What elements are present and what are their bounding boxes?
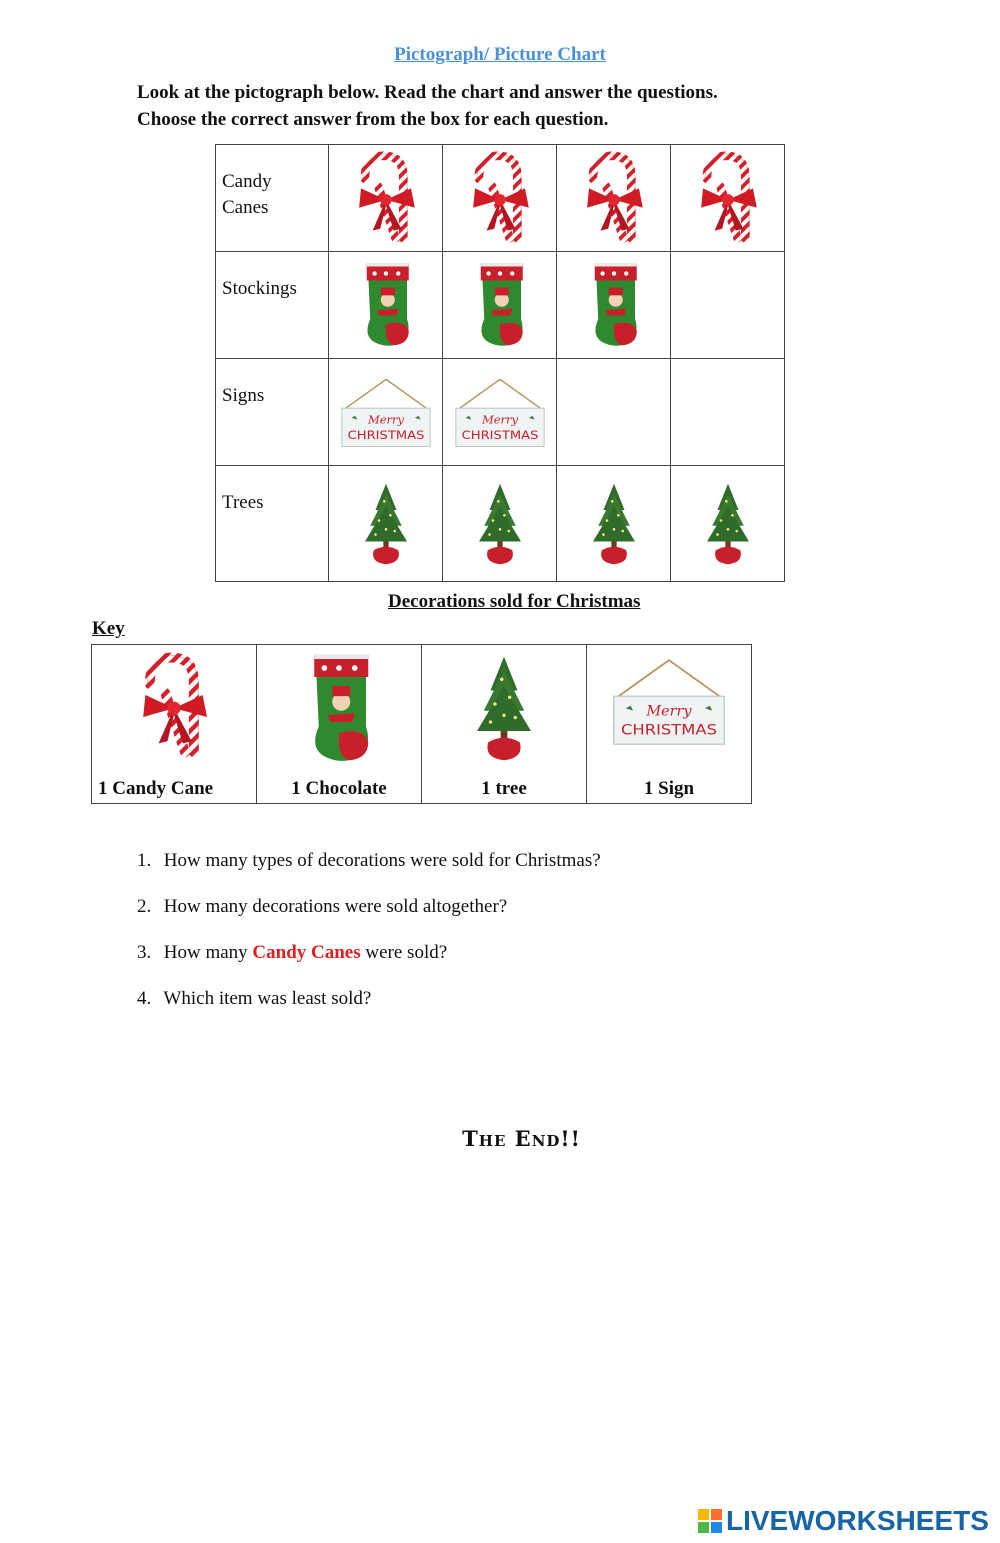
stocking-icon — [579, 255, 649, 355]
question-number: 2. — [137, 896, 152, 917]
key-label: 1 Candy Cane — [98, 778, 214, 799]
candy-cane-icon — [688, 150, 768, 246]
pict-cell — [443, 466, 557, 582]
key-cell-stocking — [257, 645, 422, 804]
question-text: How many decorations were sold altogether? — [163, 896, 508, 917]
question-highlight: Candy Canes — [252, 942, 361, 963]
tree-icon — [465, 469, 535, 579]
pict-cell — [329, 359, 443, 466]
question-text-after: were sold? — [360, 942, 448, 963]
pict-cell — [671, 359, 785, 466]
key-heading: Key — [92, 618, 125, 639]
instruction-line-2: Choose the correct answer from the box for each question. — [137, 109, 609, 130]
question-item — [137, 942, 601, 988]
liveworksheets-logo — [698, 1505, 989, 1537]
tree-icon — [693, 469, 763, 579]
question-text-before: How many — [163, 942, 253, 963]
question-item — [137, 988, 601, 1034]
pictograph-row-candy-canes — [216, 145, 785, 252]
pictograph-table — [215, 144, 785, 582]
pict-cell — [329, 466, 443, 582]
question-list — [137, 850, 601, 1034]
logo-blocks-icon — [698, 1509, 722, 1533]
question-item — [137, 896, 601, 942]
sign-icon — [452, 371, 548, 453]
question-text: Which item was least sold? — [163, 988, 372, 1009]
tree-icon — [579, 469, 649, 579]
page-title: Pictograph/ Picture Chart — [394, 44, 606, 65]
stocking-icon — [294, 651, 384, 766]
pict-cell — [557, 145, 671, 252]
pictograph-row-stockings — [216, 252, 785, 359]
chart-caption: Decorations sold for Christmas — [388, 591, 641, 612]
pict-cell — [671, 466, 785, 582]
pictograph-row-signs — [216, 359, 785, 466]
row-label-candy-canes — [216, 145, 329, 252]
stocking-icon — [465, 255, 535, 355]
row-label-signs — [216, 359, 329, 466]
pict-cell — [557, 466, 671, 582]
question-text: How many types of decorations were sold for Christmas? — [163, 850, 601, 871]
pict-cell — [329, 145, 443, 252]
instruction-line-1: Look at the pictograph below. Read the chart and answer the questions. — [137, 82, 718, 103]
row-label-text: Stockings — [222, 278, 297, 299]
candy-cane-icon — [460, 150, 540, 246]
question-number: 3. — [137, 942, 152, 963]
pict-cell — [443, 359, 557, 466]
pict-cell — [557, 359, 671, 466]
logo-text: LIVEWORKSHEETS — [726, 1505, 989, 1536]
sign-icon — [609, 651, 729, 751]
pict-cell — [671, 145, 785, 252]
pict-cell — [329, 252, 443, 359]
pict-cell — [443, 252, 557, 359]
key-cell-tree — [422, 645, 587, 804]
key-cell-sign — [587, 645, 752, 804]
row-label-trees — [216, 466, 329, 582]
pict-cell — [557, 252, 671, 359]
pict-cell — [443, 145, 557, 252]
question-item — [137, 850, 601, 896]
tree-icon — [459, 651, 549, 766]
pict-cell — [671, 252, 785, 359]
stocking-icon — [351, 255, 421, 355]
question-number: 1. — [137, 850, 152, 871]
candy-cane-icon — [346, 150, 426, 246]
row-label-text: Candy Canes — [222, 171, 272, 218]
row-label-stockings — [216, 252, 329, 359]
key-cell-candy-cane — [92, 645, 257, 804]
key-table — [91, 644, 752, 804]
key-label: 1 Sign — [643, 778, 695, 799]
key-label: 1 tree — [481, 778, 527, 799]
sign-icon — [338, 371, 434, 453]
pictograph-row-trees — [216, 466, 785, 582]
key-label: 1 Chocolate — [291, 778, 387, 799]
row-label-text: Trees — [222, 492, 264, 513]
question-number: 4. — [137, 988, 152, 1009]
candy-cane-icon — [129, 651, 219, 761]
the-end-text: The End!! — [462, 1126, 581, 1151]
tree-icon — [351, 469, 421, 579]
candy-cane-icon — [574, 150, 654, 246]
row-label-text: Signs — [222, 385, 265, 406]
